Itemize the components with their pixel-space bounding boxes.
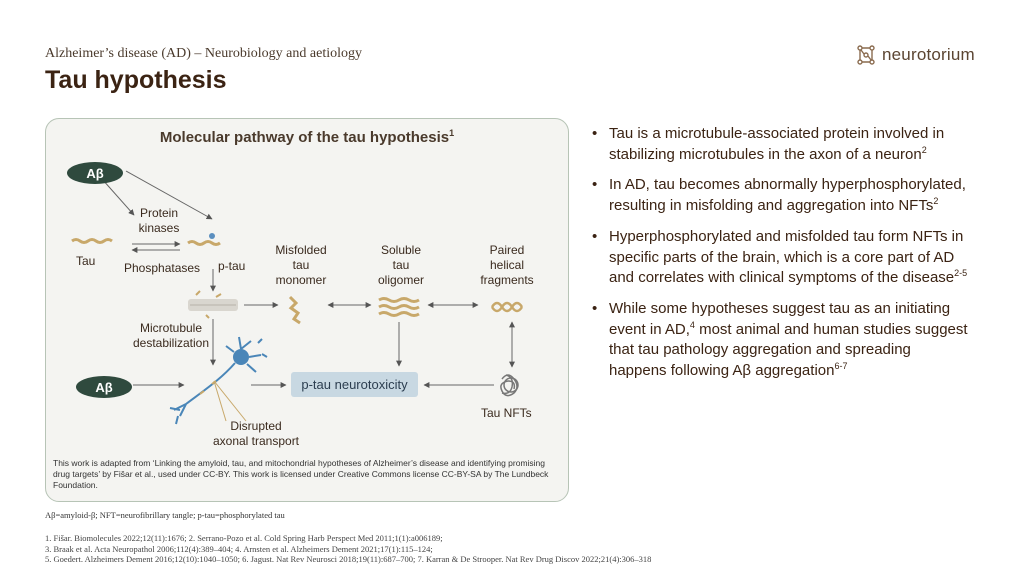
abeta-pill-bottom: Aβ xyxy=(76,376,132,398)
figure-credit: This work is adapted from ‘Linking the amyloid, tau, and mitochondrial hypotheses of Alzheimer’s disease and identifying promising drug targets’ by Fišar et al., used under CC-BY. This work is licensed under Creative Commons license CC-BY-SA by The Lundbeck Foundation. xyxy=(53,458,549,490)
phosphatases-label: Phosphatases xyxy=(124,261,201,275)
bullet-item: • In AD, tau becomes abnormally hyperphosphorylated, resulting in misfolding and aggregation into NFTs$^2$ xyxy=(592,176,966,215)
soluble-oligomer-label: Soluble tau oligomer xyxy=(377,243,425,287)
tau-label: Tau xyxy=(76,254,96,268)
bullet-item: • Hyperphosphorylated and misfolded tau form NFTs in specific parts of the brain, which is a core part of AD and correlates with clinical symptoms of the disease$^{2-5}$ xyxy=(592,227,968,287)
pathway-diagram-graphics xyxy=(46,119,568,501)
bullet-dot-icon: • xyxy=(592,227,598,245)
bullet-item: • Tau is a microtubule-associated protein involved in stabilizing microtubules in the axon of a neuron$^2$ xyxy=(592,125,945,163)
bullet-list xyxy=(592,124,972,392)
section-subtitle: Alzheimer’s disease (AD) – Neurobiology and aetiology xyxy=(45,46,362,61)
microtubule-icon xyxy=(188,291,238,318)
logo xyxy=(856,44,975,66)
soluble-oligomer-icon xyxy=(379,299,419,316)
bullet-dot-icon: • xyxy=(592,125,598,142)
paired-helical-fragments-label: Paired helical fragments xyxy=(480,243,534,287)
tau-strand-icon xyxy=(72,240,112,243)
microtubule-destabilization-label: Microtubule destabilization xyxy=(132,321,210,350)
abeta-pill-top: Aβ xyxy=(67,162,123,184)
paired-helical-fragments-icon xyxy=(492,303,522,311)
phosphate-group-icon xyxy=(209,233,215,239)
tau-nft-tangle-icon xyxy=(501,375,518,396)
reference-line: 1. Fišar. Biomolecules 2022;12(11):1676; 2. Serrano-Pozo et al. Cold Spring Harb Perspect Med 2011;1(1):a006189; xyxy=(45,533,443,543)
diagram-title: Molecular pathway of the tau hypothesis$^1$ xyxy=(159,128,455,146)
ptau-neurotoxicity-box: p-tau neurotoxicity xyxy=(291,372,418,397)
bullet-item: • While some hypotheses suggest tau as an initiating event in AD,$^4$ most animal and human studies suggest that tau pathology aggregation and spreading happens following Aβ aggregation$^{6-7}$ xyxy=(592,299,968,380)
bullet-dot-icon: • xyxy=(592,299,598,317)
page-title: Tau hypothesis xyxy=(45,66,227,94)
protein-kinases-label: Protein kinases xyxy=(138,206,180,235)
pathway-diagram-panel xyxy=(45,118,569,502)
reference-line: 3. Braak et al. Acta Neuropathol 2006;112(4):389–404; 4. Arnsten et al. Alzheimers Dement 2021;17(1):115–124; xyxy=(45,543,433,554)
logo-text: neurotorium xyxy=(882,45,975,64)
disrupted-axonal-transport-label: Disrupted axonal transport xyxy=(212,419,300,448)
reference-line: 5. Goedert. Alzheimers Dement 2016;12(10):1040–1050; 6. Jagust. Nat Rev Neurosci 2018;19(11):687–700; 7. Karran & De Strooper. Nat Rev Drug Discov 2022;21(4):306–318 xyxy=(45,554,652,564)
neurotorium-logo-icon xyxy=(856,44,876,66)
arrow-abeta-kinase-1 xyxy=(102,179,134,215)
tau-nfts-label: Tau NFTs xyxy=(481,406,532,420)
abbreviations: Aβ=amyloid-β; NFT=neurofibrillary tangle; p-tau=phosphorylated tau xyxy=(45,510,285,520)
ptau-label: p-tau xyxy=(218,259,246,273)
ptau-strand-icon xyxy=(188,242,220,245)
misfolded-monomer-icon xyxy=(290,297,300,323)
bullet-dot-icon: • xyxy=(592,176,598,194)
misfolded-monomer-label: Misfolded tau monomer xyxy=(275,243,327,287)
references xyxy=(45,533,651,565)
